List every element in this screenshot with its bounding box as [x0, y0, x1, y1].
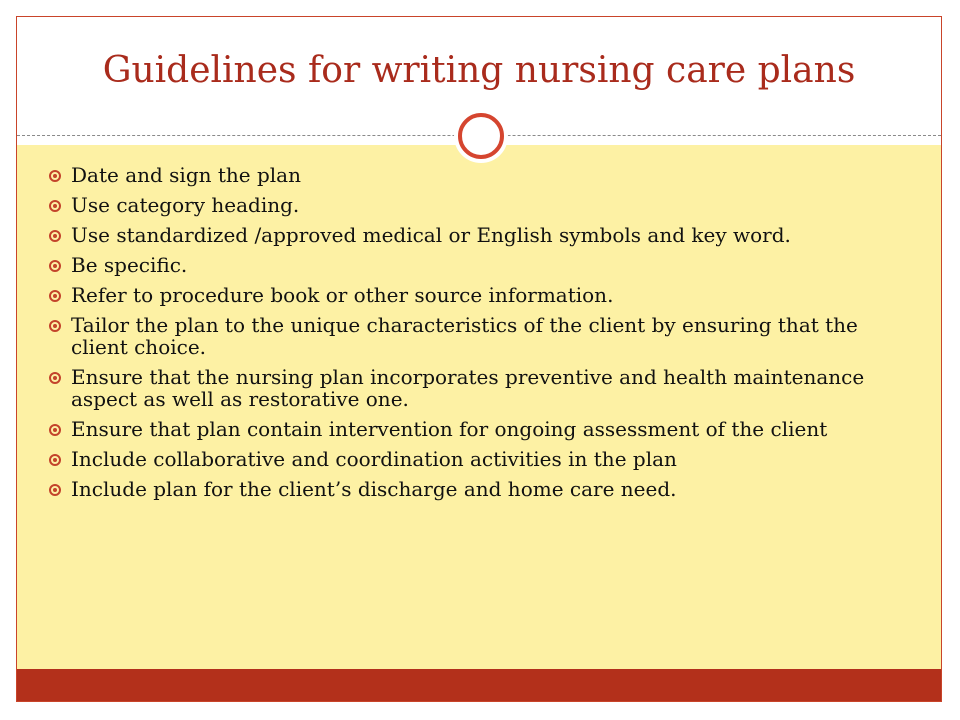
- bullet-text: Date and sign the plan: [71, 163, 301, 187]
- bullet-item: [49, 418, 919, 440]
- circle-ornament-icon: [454, 109, 508, 163]
- circle-dot-icon: [49, 372, 61, 384]
- bullet-item: [49, 224, 919, 246]
- circle-dot-icon: [49, 290, 61, 302]
- bullet-item: [49, 314, 919, 358]
- bullet-text: Include plan for the client’s discharge and home care need.: [71, 477, 677, 501]
- bullet-item: [49, 164, 919, 186]
- footer-bar: [17, 669, 941, 701]
- bullet-text: Tailor the plan to the unique characteristics of the client by ensuring that the client choice.: [71, 313, 858, 359]
- circle-dot-icon: [49, 230, 61, 242]
- circle-dot-icon: [49, 454, 61, 466]
- circle-dot-icon: [49, 200, 61, 212]
- bullet-item: [49, 366, 919, 410]
- bullet-text: Ensure that plan contain intervention for ongoing assessment of the client: [71, 417, 828, 441]
- circle-dot-icon: [49, 484, 61, 496]
- bullet-text: Ensure that the nursing plan incorporates preventive and health maintenance aspect as well as restorative one.: [71, 365, 865, 411]
- bullet-item: [49, 284, 919, 306]
- circle-dot-icon: [49, 424, 61, 436]
- bullet-item: [49, 254, 919, 276]
- bullet-text: Use category heading.: [71, 193, 300, 217]
- bullet-list: [49, 164, 919, 508]
- slide: [16, 16, 942, 702]
- slide-title: Guidelines for writing nursing care plans: [102, 50, 856, 91]
- content-area: [17, 145, 941, 671]
- bullet-text: Refer to procedure book or other source information.: [71, 283, 614, 307]
- bullet-item: [49, 448, 919, 470]
- bullet-item: [49, 194, 919, 216]
- bullet-text: Include collaborative and coordination activities in the plan: [71, 447, 677, 471]
- bullet-text: Be specific.: [71, 253, 188, 277]
- ornament-ring: [458, 113, 504, 159]
- bullet-text: Use standardized /approved medical or English symbols and key word.: [71, 223, 791, 247]
- circle-dot-icon: [49, 320, 61, 332]
- bullet-item: [49, 478, 919, 500]
- circle-dot-icon: [49, 260, 61, 272]
- circle-dot-icon: [49, 170, 61, 182]
